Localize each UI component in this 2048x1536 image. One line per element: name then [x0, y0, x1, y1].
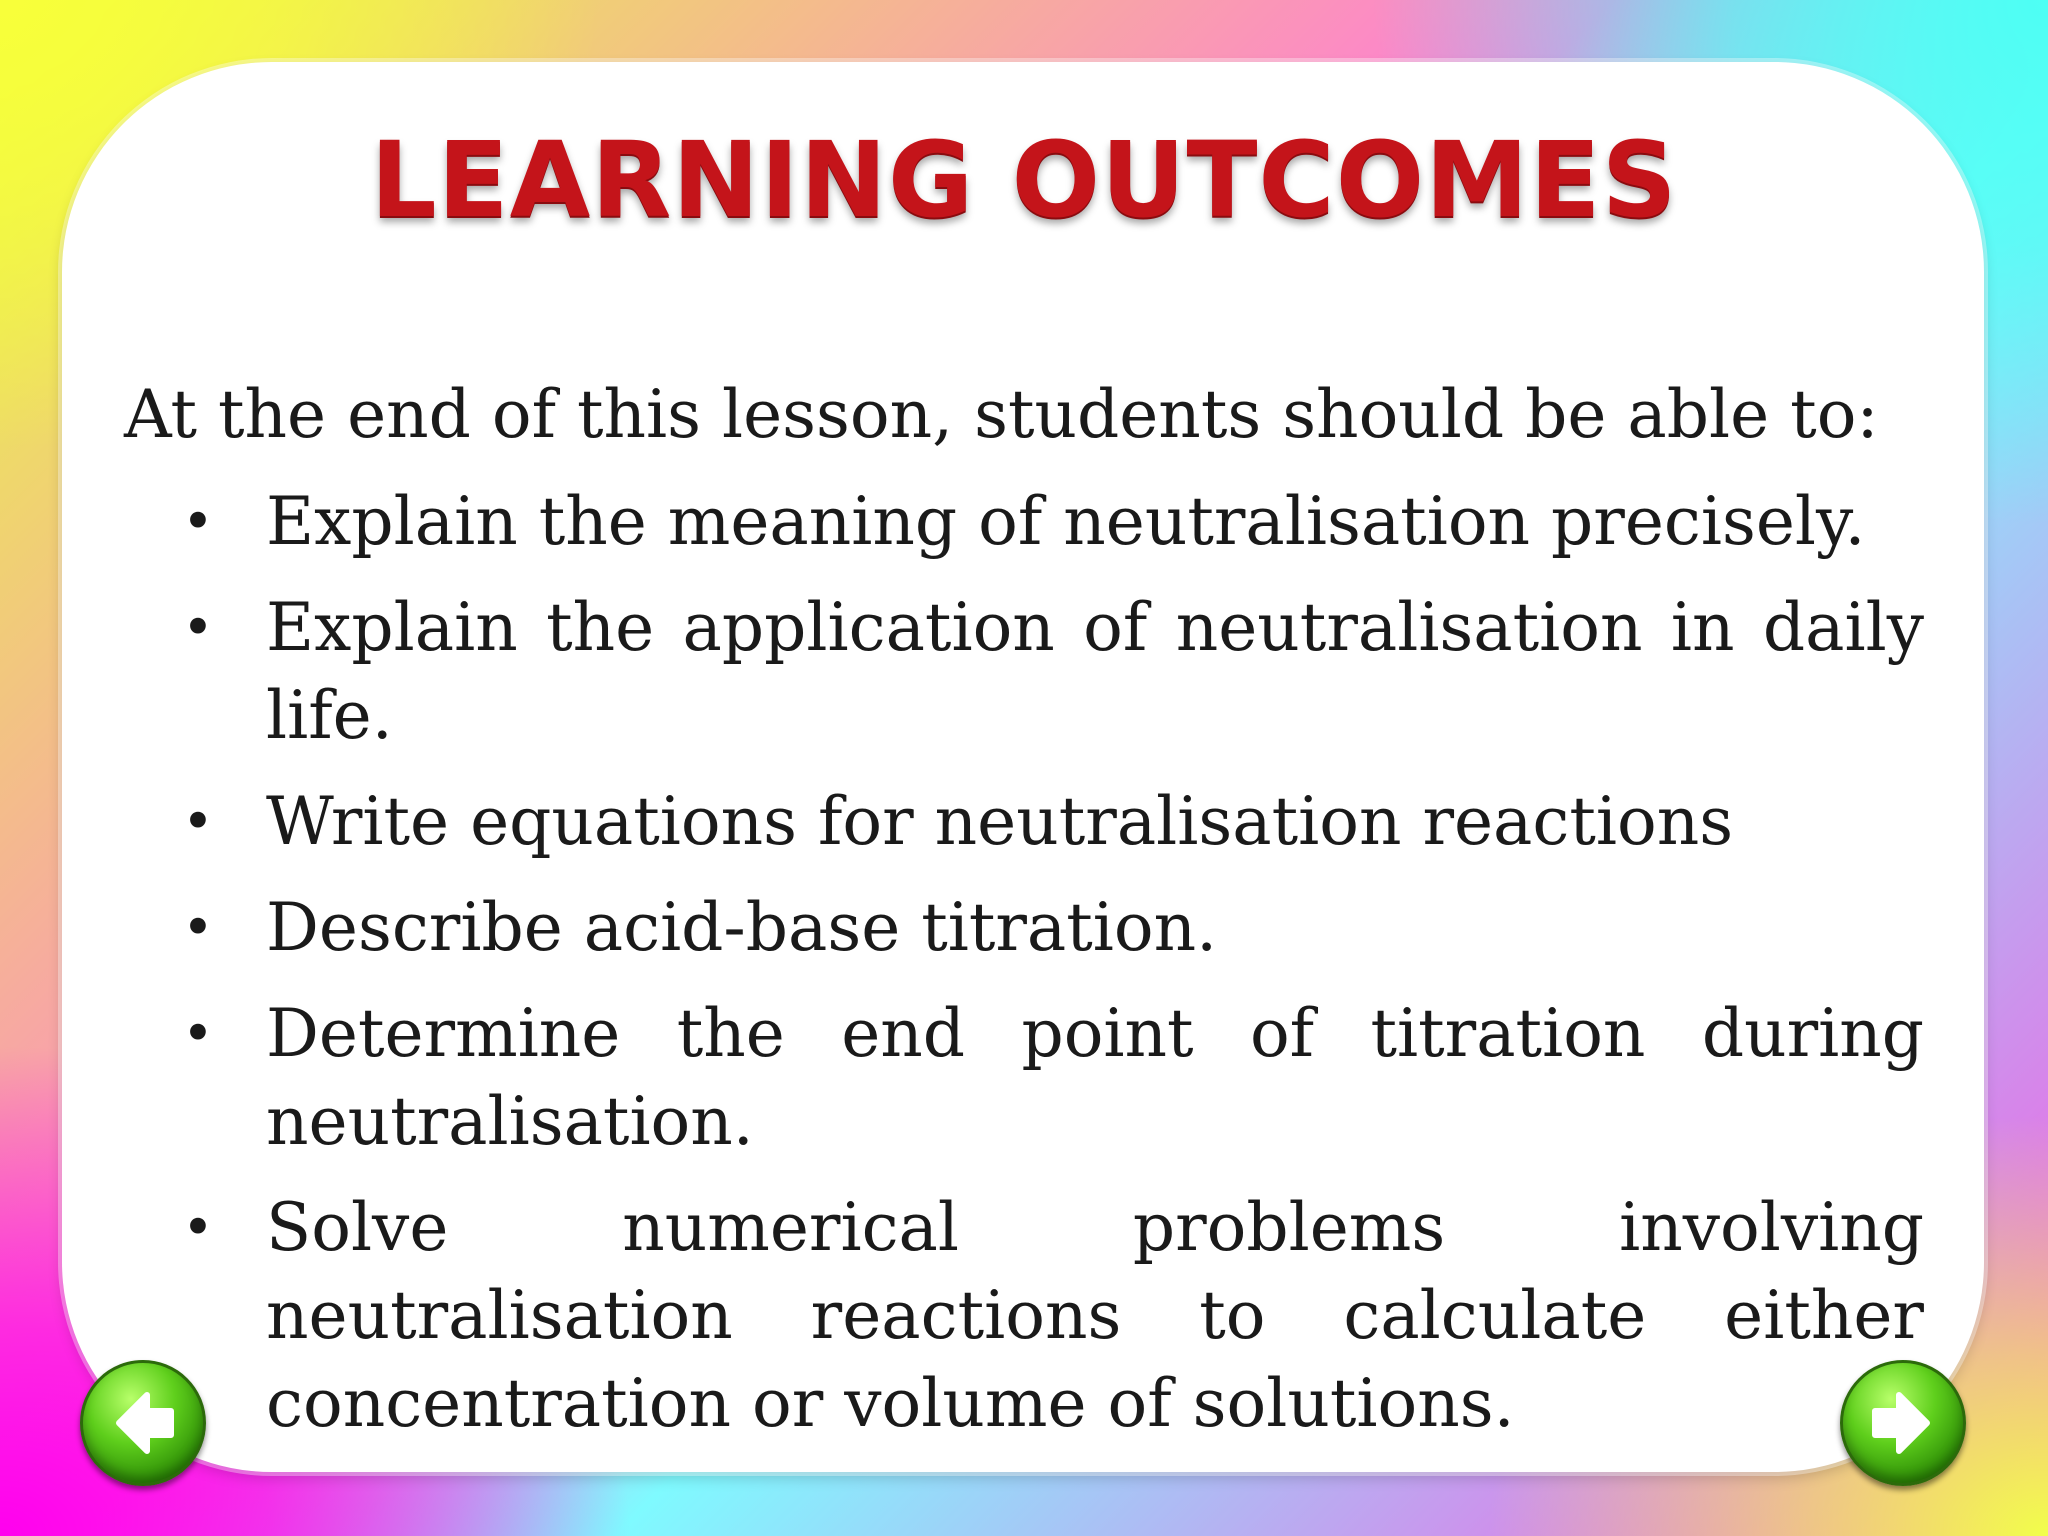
outcome-text: Determine the end point of titration during neutralisation. — [266, 995, 1924, 1160]
slide-title: LEARNING OUTCOMES — [370, 119, 1678, 241]
list-item — [124, 778, 1924, 866]
next-slide-button[interactable] — [1840, 1360, 1966, 1486]
list-item — [124, 584, 1924, 760]
bullet: • — [182, 490, 214, 553]
outcome-text: Explain the meaning of neutralisation precisely. — [266, 483, 1866, 560]
list-item — [124, 884, 1924, 972]
intro-text: At the end of this lesson, students should be able to: — [124, 376, 1879, 453]
bullet: • — [182, 1002, 214, 1065]
outcome-text: Solve numerical problems involving neutralisation reactions to calculate either concentration or volume of solutions. — [266, 1189, 1924, 1442]
outcomes-list — [124, 478, 1924, 1466]
arrow-left-icon — [101, 1381, 185, 1465]
outcome-text: Describe acid-base titration. — [266, 889, 1218, 966]
list-item — [124, 478, 1924, 566]
arrow-right-icon — [1861, 1381, 1945, 1465]
previous-slide-button[interactable] — [80, 1360, 206, 1486]
bullet: • — [182, 790, 214, 853]
bullet: • — [182, 896, 214, 959]
list-item — [124, 990, 1924, 1166]
bullet: • — [182, 596, 214, 659]
list-item — [124, 1184, 1924, 1448]
bullet: • — [182, 1196, 214, 1259]
outcome-text: Explain the application of neutralisation in daily life. — [266, 589, 1924, 754]
outcome-text: Write equations for neutralisation reactions — [266, 783, 1734, 860]
